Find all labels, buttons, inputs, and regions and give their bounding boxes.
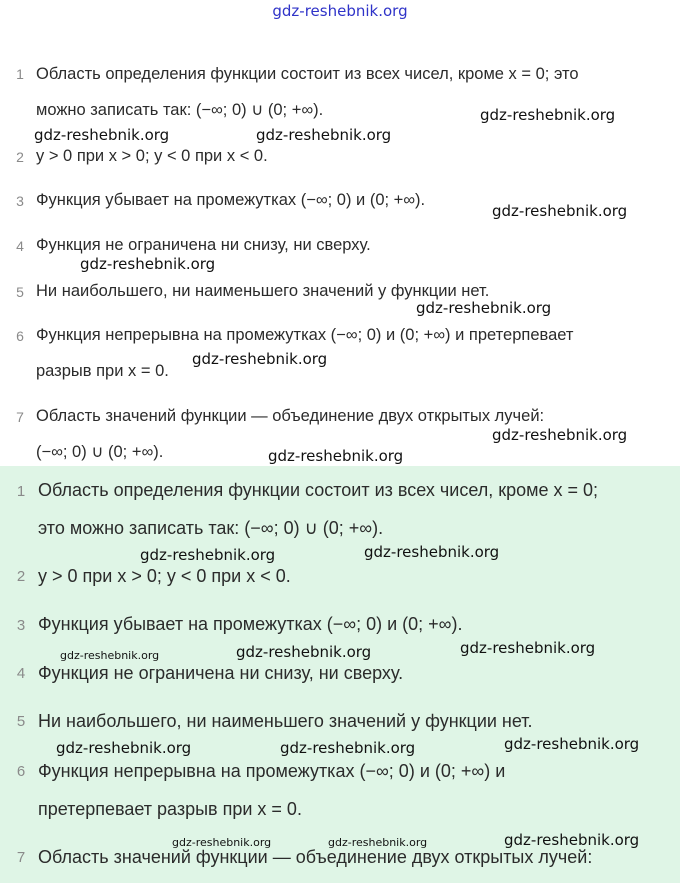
item-number: 7 [16, 409, 24, 425]
item-number: 6 [16, 763, 26, 780]
item-text: Функция непрерывна на промежутках (−∞; 0) и (0; +∞) и претерпевает [36, 326, 574, 344]
watermark-text: gdz-reshebnik.org [328, 836, 428, 849]
item-number: 5 [16, 713, 26, 730]
item-text: y > 0 при x > 0; y < 0 при x < 0. [38, 566, 291, 586]
item-number: 2 [16, 149, 24, 165]
item-text: y > 0 при x > 0; y < 0 при x < 0. [36, 147, 268, 165]
watermark-text: gdz-reshebnik.org [172, 836, 272, 849]
watermark-text: gdz-reshebnik.org [416, 299, 552, 317]
watermark-text: gdz-reshebnik.org [140, 546, 276, 564]
item-number: 3 [16, 193, 24, 209]
watermark-text: gdz-reshebnik.org [56, 739, 192, 757]
item-text: Функция непрерывна на промежутках (−∞; 0) и (0; +∞) и [38, 761, 506, 781]
item-number: 6 [16, 328, 24, 344]
item-text: Ни наибольшего, ни наименьшего значений у функции нет. [36, 282, 490, 300]
item-text: Функция не ограничена ни снизу, ни сверху. [38, 663, 404, 683]
item-number: 3 [16, 617, 26, 634]
item-number: 2 [16, 568, 26, 585]
item-number: 4 [16, 665, 26, 682]
item-number: 1 [16, 483, 26, 500]
item-text-cont: можно записать так: (−∞; 0) ∪ (0; +∞). [36, 101, 324, 119]
watermark-text: gdz-reshebnik.org [460, 639, 596, 657]
watermark-text: gdz-reshebnik.org [280, 739, 416, 757]
item-text: Функция убывает на промежутках (−∞; 0) и (0; +∞). [36, 191, 426, 209]
watermark-text: gdz-reshebnik.org [364, 543, 500, 561]
watermark-text: gdz-reshebnik.org [492, 202, 628, 220]
item-text: Функция не ограничена ни снизу, ни сверху. [36, 236, 371, 254]
item-text-cont: претерпевает разрыв при x = 0. [38, 799, 302, 819]
item-text: Область значений функции — объединение двух открытых лучей: [38, 847, 593, 867]
watermark-text: gdz-reshebnik.org [268, 447, 404, 465]
item-text-cont: (−∞; 0) ∪ (0; +∞). [36, 443, 164, 461]
watermark-text: gdz-reshebnik.org [504, 831, 640, 849]
site-watermark-header: gdz-reshebnik.org [272, 2, 408, 20]
watermark-text: gdz-reshebnik.org [80, 255, 216, 273]
item-text: Область значений функции — объединение двух открытых лучей: [36, 407, 545, 425]
watermark-text: gdz-reshebnik.org [480, 106, 616, 124]
watermark-text: gdz-reshebnik.org [34, 126, 170, 144]
item-number: 4 [16, 238, 24, 254]
watermark-text: gdz-reshebnik.org [60, 649, 160, 662]
item-text: Функция убывает на промежутках (−∞; 0) и (0; +∞). [38, 614, 463, 634]
item-text: Область определения функции состоит из всех чисел, кроме x = 0; [38, 480, 599, 500]
item-number: 1 [16, 66, 24, 82]
item-number: 7 [16, 849, 26, 866]
watermark-text: gdz-reshebnik.org [236, 643, 372, 661]
item-text: Область определения функции состоит из всех чисел, кроме x = 0; это [36, 65, 579, 83]
item-text-cont: разрыв при x = 0. [36, 362, 169, 380]
watermark-text: gdz-reshebnik.org [192, 350, 328, 368]
item-number: 5 [16, 284, 24, 300]
watermark-text: gdz-reshebnik.org [492, 426, 628, 444]
watermark-text: gdz-reshebnik.org [504, 735, 640, 753]
item-text-cont: это можно записать так: (−∞; 0) ∪ (0; +∞). [38, 518, 384, 538]
item-text: Ни наибольшего, ни наименьшего значений у функции нет. [38, 711, 533, 731]
watermark-text: gdz-reshebnik.org [256, 126, 392, 144]
solution-list-highlighted [0, 466, 680, 883]
